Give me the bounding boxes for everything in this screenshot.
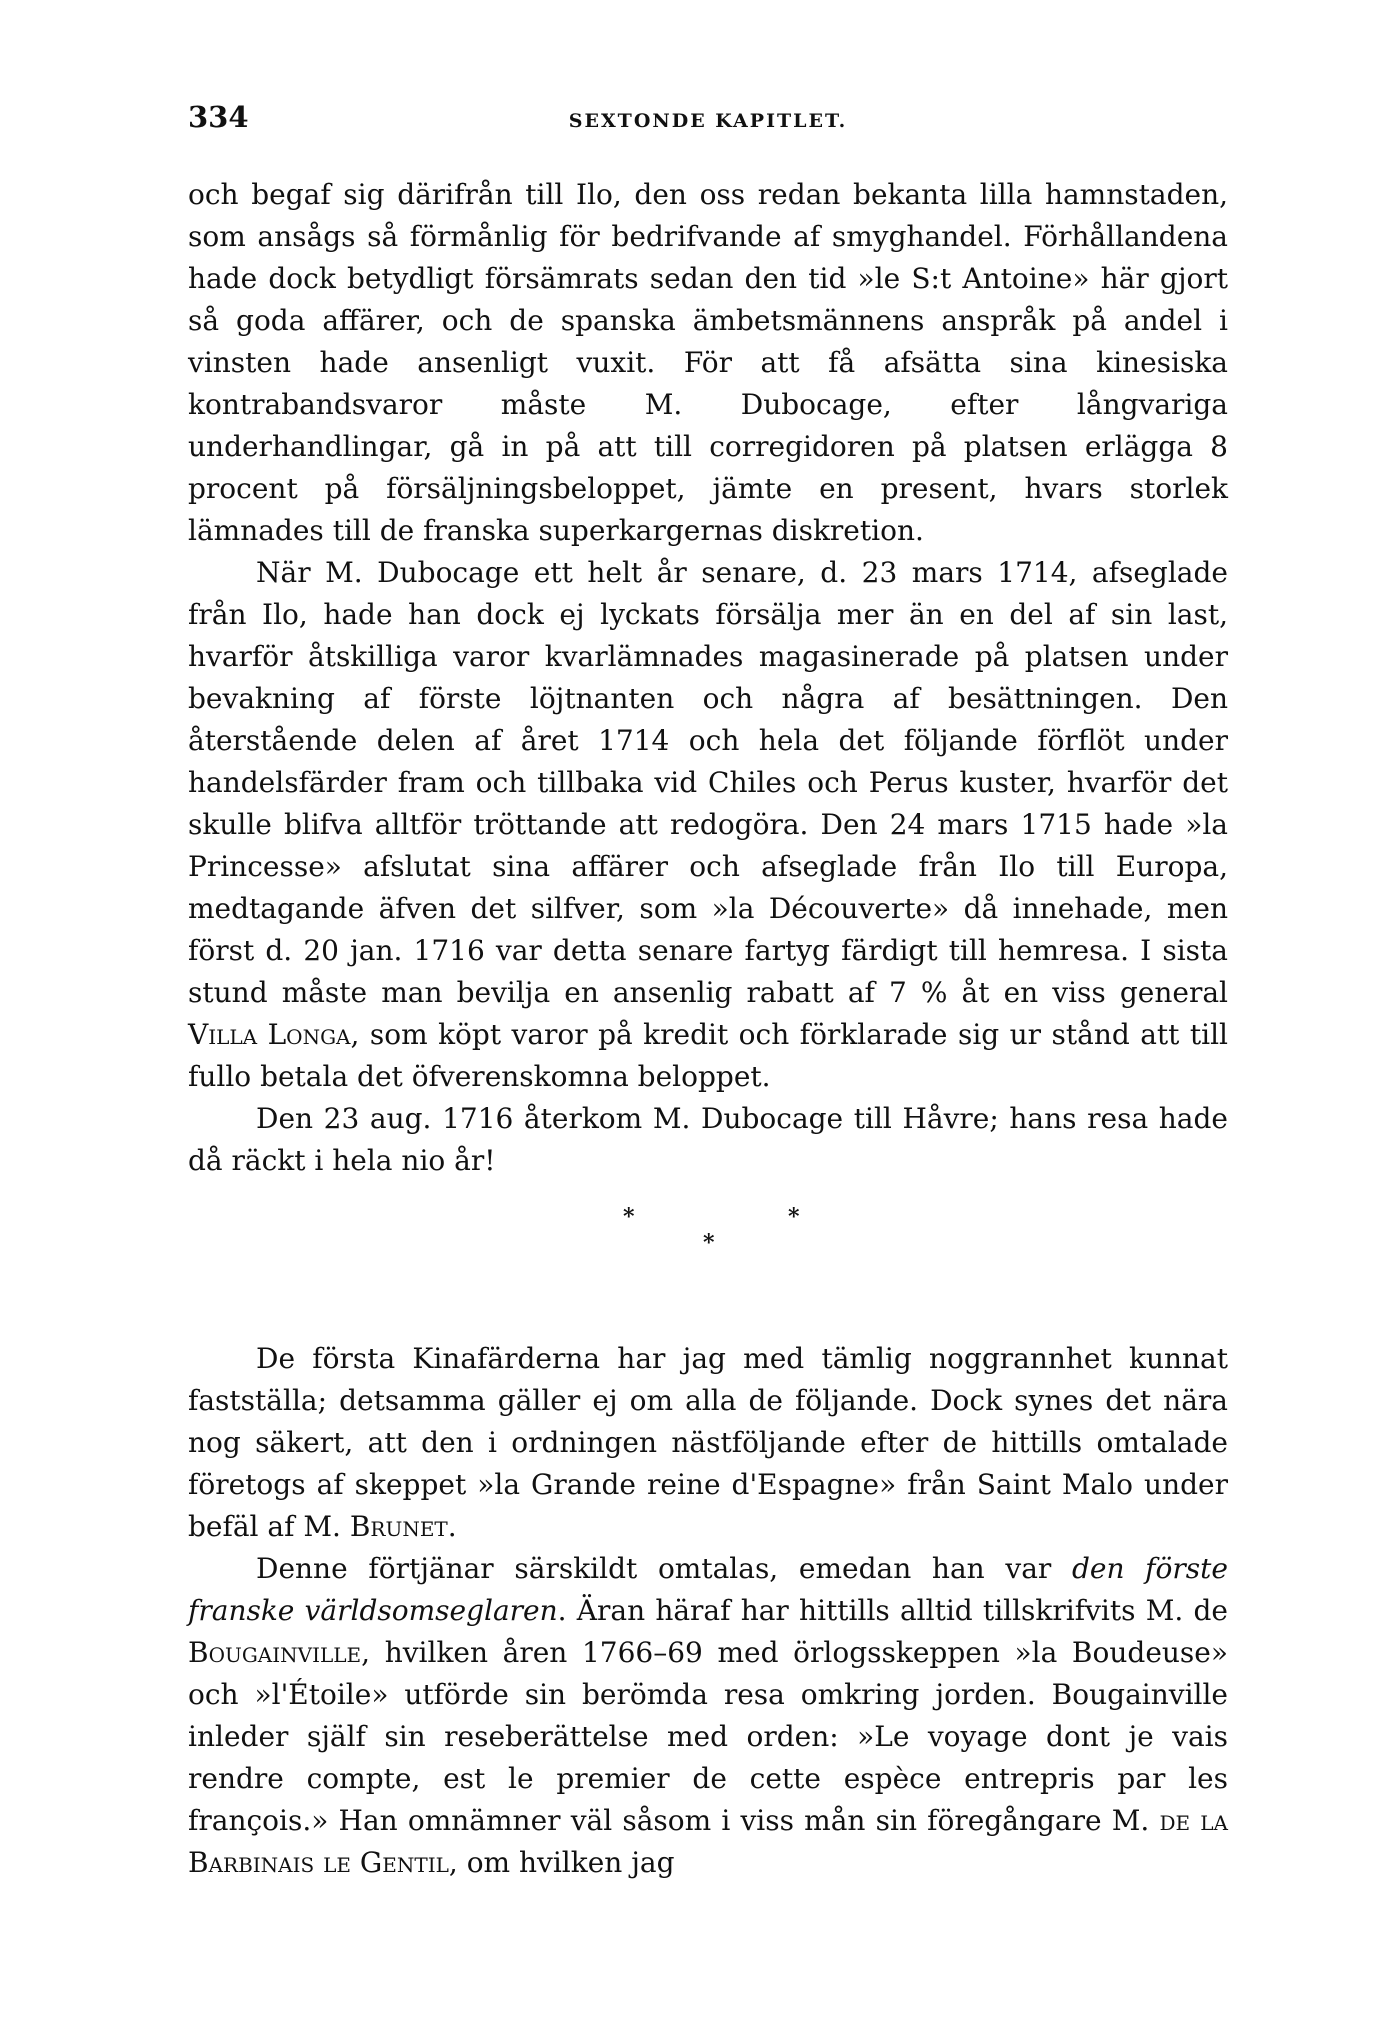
italic-emphasis: den förste franske världsomseglaren [188,1552,1228,1627]
text-segment: . Äran häraf har hittills alltid tillskrifvits M. de [557,1594,1228,1627]
text-segment: Denne förtjänar särskildt omtalas, emedan han var [256,1552,1072,1585]
paragraph [188,174,1228,552]
asterisk-mark: * [623,1204,635,1230]
small-caps-name: Bougainville [188,1636,362,1669]
paragraph [188,1098,1228,1182]
asterisk-mark: * [703,1230,715,1256]
text-segment: . [447,1510,457,1543]
paragraph [188,1548,1228,1884]
asterisk-mark: * [788,1204,800,1230]
text-segment: , som köpt varor på kredit och förklarade sig ur stånd att till fullo betala det öfverenskomna beloppet. [188,1018,1228,1093]
small-caps-name: Brunet [349,1510,448,1543]
text-segment: , hvilken åren 1766–69 med örlogsskeppen »la Boudeuse» och »l'Étoile» utförde sin berömda resa omkring jorden. Bougainville inleder själf sin reseberättelse med orden: »Le voyage dont je vais rendre compte, est le premier de cette espèce entrepris par les françois.» Han omnämner väl såsom i viss mån sin föregångare M. [188,1636,1228,1837]
small-caps-name: Villa Longa [188,1018,351,1051]
text-segment: Den 23 aug. 1716 återkom M. Dubocage till Håvre; hans resa hade då räckt i hela nio år! [188,1102,1228,1177]
small-caps-name: de la Barbinais le Gentil [188,1804,1229,1879]
running-head: SEXTONDE KAPITLET. [568,110,848,132]
text-segment: När M. Dubocage ett helt år senare, d. 23 mars 1714, afseglade från Ilo, hade han dock ej lyckats försälja mer än en del af sin last, hvarför åtskilliga varor kvarlämnades magasinerade på platsen under bevakning af förste löjtnanten och några af besättningen. Den återstående delen af året 1714 och hela det följande förflöt under handelsfärder fram och tillbaka vid Chiles och Perus kuster, hvarför det skulle blifva alltför tröttande att redogöra. Den 24 mars 1715 hade »la Princesse» afslutat sina affärer och afseglade från Ilo till Europa, medtagande äfven det silfver, som »la Découverte» då innehade, men först d. 20 jan. 1716 var detta senare fartyg färdigt till hemresa. I sista stund måste man bevilja en ansenlig rabatt af 7 % åt en viss general [188,556,1228,1009]
body-text [188,174,1228,1884]
text-segment: , om hvilken jag [448,1846,675,1879]
text-segment: De första Kinafärderna har jag med tämlig noggrannhet kunnat fastställa; detsamma gäller ej om alla de följande. Dock synes det nära nog säkert, att den i ordningen nästföljande efter de hittills omtalade företogs af skeppet »la Grande reine d'Espagne» från Saint Malo under befäl af M. [188,1342,1228,1543]
paragraph [188,1338,1228,1548]
book-page [188,100,1228,1884]
section-gap [188,1302,1228,1338]
paragraph [188,552,1228,1098]
section-separator [188,1182,1228,1302]
page-header [188,100,1228,136]
page-number: 334 [188,100,249,134]
text-segment: och begaf sig därifrån till Ilo, den oss redan bekanta lilla hamnstaden, som ansågs så förmånlig för bedrifvande af smyghandel. Förhållandena hade dock betydligt försämrats sedan den tid »le S:t Antoine» här gjort så goda affärer, och de spanska ämbetsmännens anspråk på andel i vinsten hade ansenligt vuxit. För att få afsätta sina kinesiska kontrabandsvaror måste M. Dubocage, efter långvariga underhandlingar, gå in på att till corregidoren på platsen erlägga 8 procent på försäljningsbeloppet, jämte en present, hvars storlek lämnades till de franska superkargernas diskretion. [188,178,1228,547]
